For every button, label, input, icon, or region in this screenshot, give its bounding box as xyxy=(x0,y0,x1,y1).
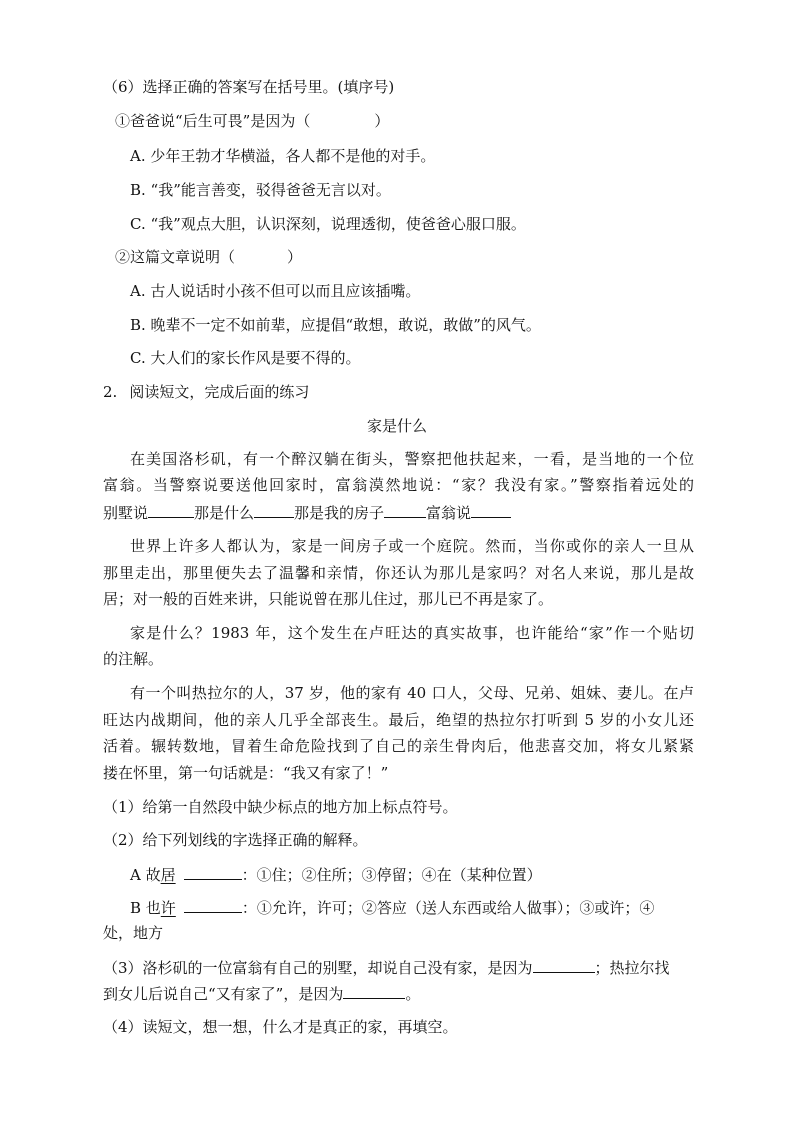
item-b-prefix: B 也 xyxy=(130,899,161,917)
q6-sub1-prompt-text: ①爸爸说“后生可畏”是因为（ xyxy=(115,112,311,130)
p2-line2: 那里走出，那里便失去了温馨和亲情，你还认为那儿是家吗？对名人来说，那儿是故 xyxy=(103,564,694,582)
exercise-3-line2 xyxy=(103,982,420,1004)
exercise-3-blank2[interactable] xyxy=(343,982,405,999)
item-a-options: ：①住；②住所；③停留；④在（某种位置） xyxy=(241,866,542,884)
item-b-char: 许 xyxy=(160,899,176,917)
exercise-2-item-b xyxy=(130,896,654,918)
q6-sub2-close: ） xyxy=(287,248,303,266)
q6-heading: （6）选择正确的答案写在括号里。(填序号) xyxy=(103,78,395,96)
exercise-3-blank1[interactable] xyxy=(533,956,595,973)
q2-instruction: 阅读短文，完成后面的练习 xyxy=(129,383,310,401)
p4-line4: 搂在怀里，第一句话就是：“我又有家了！” xyxy=(103,764,389,782)
item-a-prefix: A 故 xyxy=(130,866,161,884)
exercise-3-text1: （3）洛杉矶的一位富翁有自己的别墅，却说自己没有家，是因为 xyxy=(103,959,533,977)
p3-line2: 的注解。 xyxy=(103,650,164,668)
p2-line1: 世界上许多人都认为，家是一间房子或一个庭院。然而，当你或你的亲人一旦从 xyxy=(130,537,694,555)
exercise-2-item-b-cont: 处，地方 xyxy=(103,924,164,942)
p4-line1: 有一个叫热拉尔的人，37 岁，他的家有 40 口人，父母、兄弟、姐妹、妻儿。在卢 xyxy=(130,684,694,702)
item-b-options: ：①允许，许可；②答应（送人东西或给人做事）；③或许；④ xyxy=(241,899,655,917)
exercise-3-text3: 到女儿后说自己“又有家了”，是因为 xyxy=(103,985,344,1003)
p1-seg1: 别墅说 xyxy=(103,504,149,522)
q2-number: 2. xyxy=(103,383,118,401)
q6-sub2-option-c: C. 大人们的家长作风是要不得的。 xyxy=(130,349,361,367)
exercise-2-heading: （2）给下列划线的字选择正确的解释。 xyxy=(103,831,368,849)
item-a-blank[interactable] xyxy=(184,863,242,880)
p1-line1: 在美国洛杉矶，有一个醉汉躺在街头，警察把他扶起来，一看，是当地的一个位 xyxy=(130,450,694,468)
p2-line3: 居；对一般的百姓来讲，只能说曾在那儿住过，那儿已不再是家了。 xyxy=(103,590,554,608)
p1-blank1[interactable] xyxy=(148,501,194,518)
exercise-3-line1 xyxy=(103,956,670,978)
q6-sub1-option-b: B. “我”能言善变，驳得爸爸无言以对。 xyxy=(130,181,391,199)
p1-blank2[interactable] xyxy=(254,501,294,518)
p1-seg4: 富翁说 xyxy=(426,504,472,522)
exercise-3-text2: ；热拉尔找 xyxy=(594,959,670,977)
exercise-2-item-a xyxy=(130,863,542,885)
p1-blank3[interactable] xyxy=(384,501,426,518)
q2-heading xyxy=(103,381,309,403)
exercise-1: （1）给第一自然段中缺少标点的地方加上标点符号。 xyxy=(103,798,458,816)
p3-line1: 家是什么？1983 年，这个发生在卢旺达的真实故事，也许能给“家”作一个贴切 xyxy=(130,624,694,642)
q6-sub1-option-c: C. “我”观点大胆，认识深刻，说理透彻，使爸爸心服口服。 xyxy=(130,215,526,233)
q6-sub2-option-a: A. 古人说话时小孩不但可以而且应该插嘴。 xyxy=(130,282,421,300)
q6-sub2-prompt-text: ②这篇文章说明（ xyxy=(115,248,236,266)
p1-seg3: 那是我的房子 xyxy=(294,504,385,522)
q6-sub1-close: ） xyxy=(374,112,390,130)
p4-line2: 旺达内战期间，他的亲人几乎全部丧生。最后，绝望的热拉尔打听到 5 岁的小女儿还 xyxy=(103,711,694,729)
exercise-4: （4）读短文，想一想，什么才是真正的家，再填空。 xyxy=(103,1018,458,1036)
p1-blank4[interactable] xyxy=(471,501,511,518)
p1-seg2: 那是什么 xyxy=(194,504,255,522)
item-a-char: 居 xyxy=(160,866,176,884)
passage-title: 家是什么 xyxy=(366,417,427,435)
q6-sub2-prompt xyxy=(115,246,302,268)
p4-line3: 活着。辗转数地，冒着生命危险找到了自己的亲生骨肉后，他悲喜交加，将女儿紧紧 xyxy=(103,737,694,755)
q6-sub1-prompt xyxy=(115,110,389,132)
q6-sub2-option-b: B. 晚辈不一定不如前辈，应提倡“敢想，敢说，敢做”的风气。 xyxy=(130,316,541,334)
item-b-blank[interactable] xyxy=(184,896,242,913)
exercise-3-text4: 。 xyxy=(405,985,421,1003)
p1-line3 xyxy=(103,501,511,523)
q6-sub1-option-a: A. 少年王勃才华横溢，各人都不是他的对手。 xyxy=(130,147,436,165)
p1-line2: 富翁。当警察说要送他回家时，富翁漠然地说：“家？我没有家。”警察指着远处的 xyxy=(103,476,694,494)
